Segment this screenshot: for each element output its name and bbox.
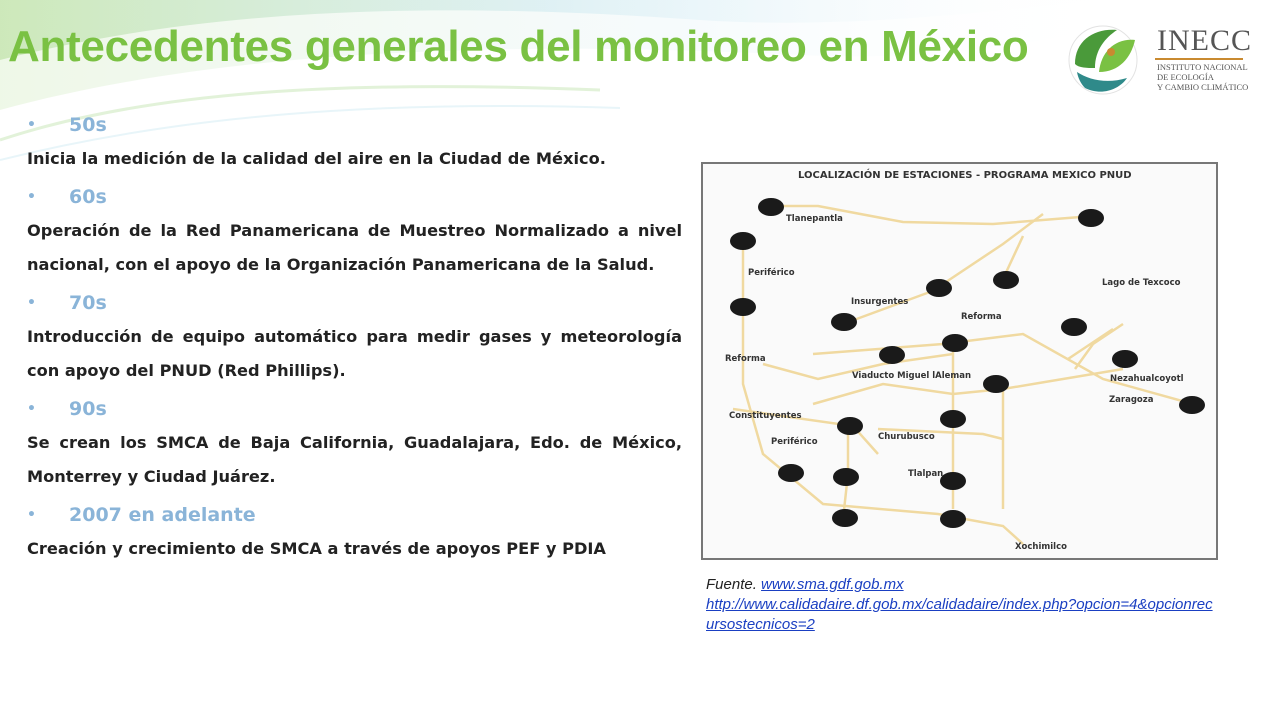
- inecc-leaf-icon: [1065, 22, 1145, 98]
- map-label-nezahualcoyotl: Nezahualcoyotl: [1110, 374, 1184, 384]
- timeline-text-2007: Creación y crecimiento de SMCA a través de apoyos PEF y PDIA: [27, 539, 606, 558]
- map-label-periferico-south: Periférico: [771, 437, 818, 447]
- station-marker: [1061, 318, 1087, 336]
- logo-subtitle-line-1: INSTITUTO NACIONAL: [1157, 62, 1248, 72]
- bullet-icon: •: [27, 507, 36, 523]
- timeline-text-90s: Se crean los SMCA de Baja California, Guadalajara, Edo. de México, Monterrey y Ciudad Juárez.: [27, 433, 682, 486]
- station-marker: [879, 346, 905, 364]
- station-map: [701, 162, 1218, 560]
- source-citation: [706, 575, 1216, 635]
- station-marker: [1112, 350, 1138, 368]
- map-label-zaragoza: Zaragoza: [1109, 395, 1154, 405]
- station-marker: [926, 279, 952, 297]
- map-label-xochimilco: Xochimilco: [1015, 542, 1067, 552]
- timeline-heading-2007: [27, 498, 682, 532]
- map-label-periferico-north: Periférico: [748, 268, 795, 278]
- logo-divider: [1155, 58, 1243, 60]
- source-prefix: Fuente.: [706, 576, 762, 593]
- source-link-sma[interactable]: www.sma.gdf.gob.mx: [761, 576, 904, 593]
- map-label-tlalpan: Tlalpan: [908, 469, 944, 479]
- map-label-reforma-center: Reforma: [961, 312, 1002, 322]
- bullet-icon: •: [27, 117, 36, 133]
- map-stations: [730, 198, 1205, 528]
- timeline-heading-70s: [27, 286, 682, 320]
- decade-label: 70s: [69, 292, 107, 314]
- station-marker: [831, 313, 857, 331]
- station-marker: [730, 298, 756, 316]
- station-marker: [833, 468, 859, 486]
- station-marker: [758, 198, 784, 216]
- station-marker: [832, 509, 858, 527]
- timeline-list: [27, 108, 682, 570]
- logo-subtitle: [1157, 62, 1248, 92]
- station-marker: [1078, 209, 1104, 227]
- timeline-text-60s: Operación de la Red Panamericana de Muestreo Normalizado a nivel nacional, con el apoyo de la Organización Panamericana de la Salud.: [27, 221, 682, 274]
- timeline-heading-60s: [27, 180, 682, 214]
- station-marker: [983, 375, 1009, 393]
- map-title: LOCALIZACIÓN DE ESTACIONES - PROGRAMA MEXICO PNUD: [798, 170, 1132, 181]
- timeline-text-50s: Inicia la medición de la calidad del aire en la Ciudad de México.: [27, 149, 606, 168]
- timeline-heading-90s: [27, 392, 682, 426]
- station-marker: [837, 417, 863, 435]
- map-label-churubusco: Churubusco: [878, 432, 935, 442]
- decade-label: 60s: [69, 186, 107, 208]
- logo-subtitle-line-3: Y CAMBIO CLIMÁTICO: [1157, 82, 1249, 92]
- logo-wordmark: INECC: [1157, 24, 1252, 57]
- inecc-logo: [1065, 22, 1265, 98]
- station-map-graphic: [703, 164, 1216, 558]
- timeline-heading-50s: [27, 108, 682, 142]
- bullet-icon: •: [27, 401, 36, 417]
- map-label-reforma-west: Reforma: [725, 354, 766, 364]
- map-label-lago-texcoco: Lago de Texcoco: [1102, 278, 1181, 288]
- source-link-calidadaire[interactable]: http://www.calidadaire.df.gob.mx/calidadaire/index.php?opcion=4&opcionrecursostecnicos=2: [706, 596, 1213, 633]
- station-marker: [940, 410, 966, 428]
- map-label-tlanepantla: Tlanepantla: [786, 214, 843, 224]
- station-marker: [993, 271, 1019, 289]
- station-marker: [942, 334, 968, 352]
- slide-title: Antecedentes generales del monitoreo en México: [8, 22, 1029, 71]
- bullet-icon: •: [27, 189, 36, 205]
- map-label-insurgentes: Insurgentes: [851, 297, 909, 307]
- decade-label: 90s: [69, 398, 107, 420]
- station-marker: [940, 472, 966, 490]
- station-marker: [730, 232, 756, 250]
- station-marker: [940, 510, 966, 528]
- timeline-text-70s: Introducción de equipo automático para medir gases y meteorología con apoyo del PNUD (Red Phillips).: [27, 327, 682, 380]
- map-label-constituyentes: Constituyentes: [729, 411, 802, 421]
- bullet-icon: •: [27, 295, 36, 311]
- station-marker: [778, 464, 804, 482]
- map-label-viaducto: Viaducto Miguel lAleman: [852, 371, 972, 381]
- decade-label: 2007 en adelante: [69, 504, 256, 526]
- logo-subtitle-line-2: DE ECOLOGÍA: [1157, 72, 1214, 82]
- decade-label: 50s: [69, 114, 107, 136]
- station-marker: [1179, 396, 1205, 414]
